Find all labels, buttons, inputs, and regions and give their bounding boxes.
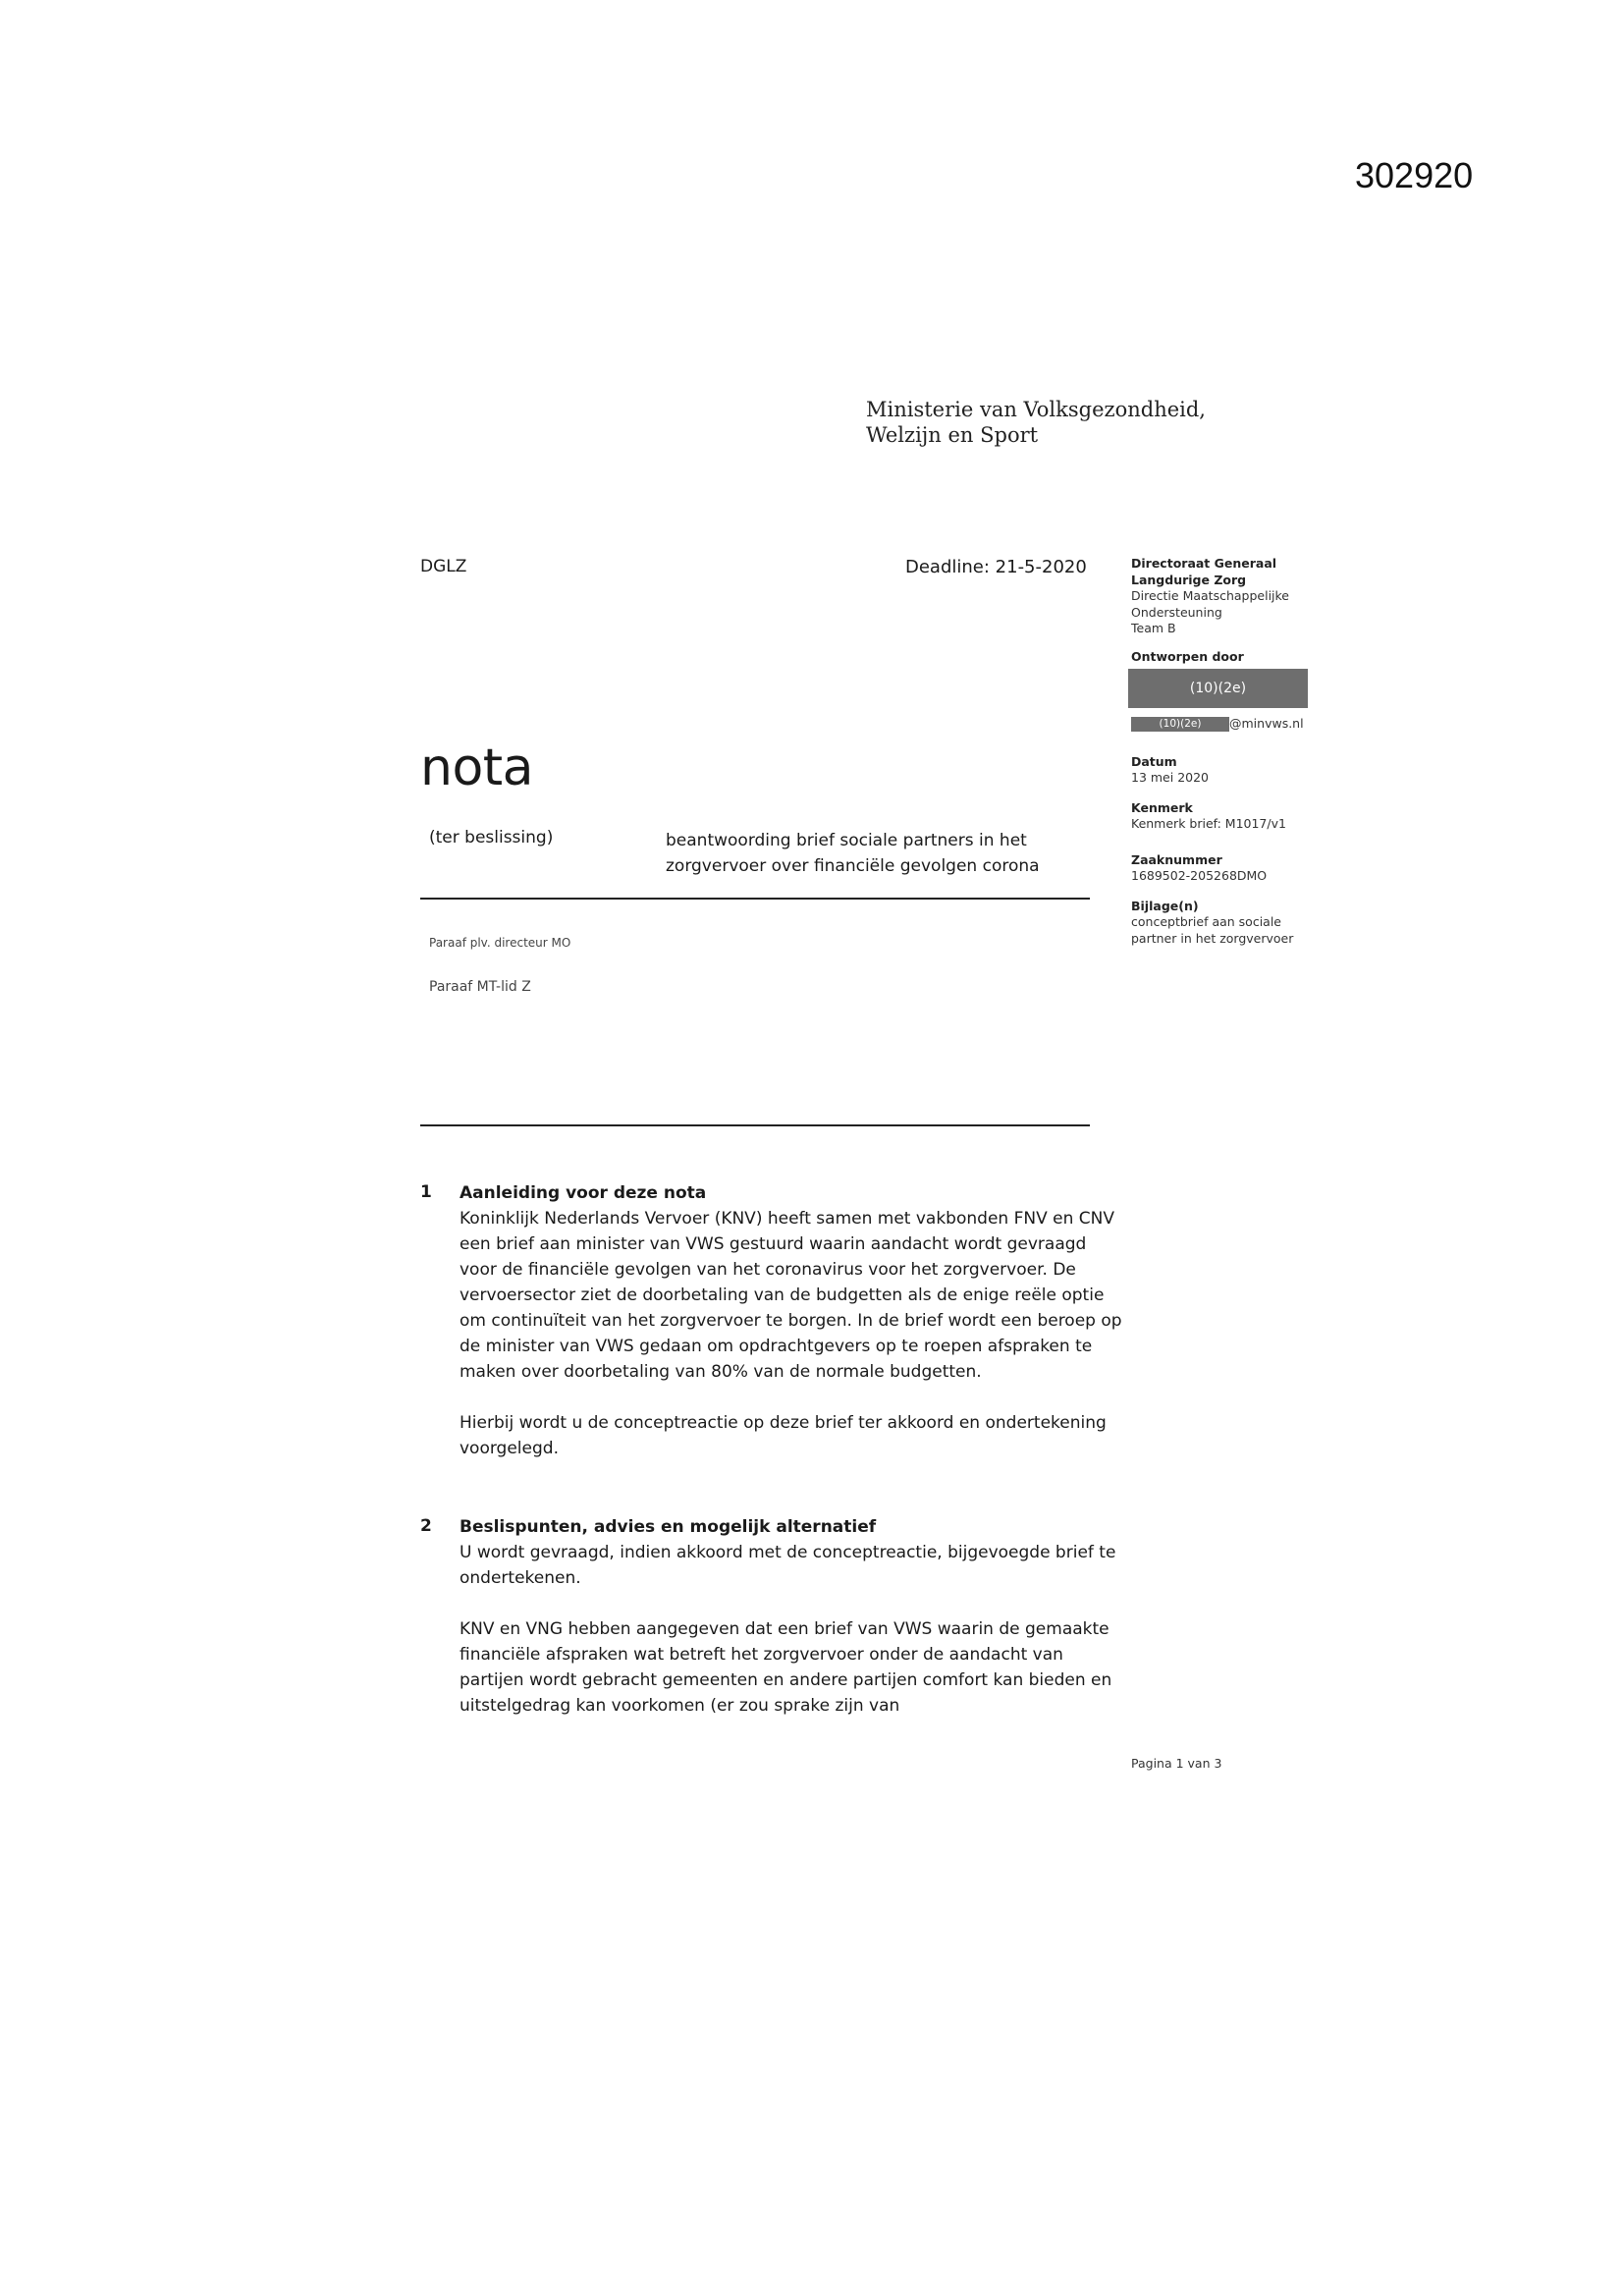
- paraaf-plv-directeur: Paraaf plv. directeur MO: [429, 936, 571, 950]
- org-line: Directoraat Generaal: [1131, 556, 1277, 571]
- subject-line: beantwoording brief sociale partners in het: [666, 831, 1027, 850]
- email-row: [1131, 716, 1327, 733]
- org-line: Directie Maatschappelijke: [1131, 588, 1289, 603]
- section-title: Aanleiding voor deze nota: [460, 1183, 707, 1203]
- page-number: Pagina 1 van 3: [1131, 1756, 1222, 1771]
- sidebar-metadata: [1131, 556, 1327, 960]
- section-paragraph: U wordt gevraagd, indien akkoord met de conceptreactie, bijgevoegde brief te ondertekenen.: [460, 1543, 1116, 1588]
- divider: [420, 1124, 1090, 1126]
- ministry-name-line1: Ministerie van Volksgezondheid,: [866, 398, 1206, 421]
- zaaknummer-label: Zaaknummer: [1131, 851, 1222, 867]
- section-number: 1: [420, 1182, 432, 1202]
- subject-line: zorgvervoer over financiële gevolgen corona: [666, 856, 1040, 876]
- section-paragraph: Koninklijk Nederlands Vervoer (KNV) heeft samen met vakbonden FNV en CNV een brief aan minister van VWS gestuurd waarin aandacht wordt gevraagd voor de financiële gevolgen van het coronavirus voor het zorgvervoer. De vervoersector ziet de doorbetaling van de budgetten als de enige reële optie om continuïteit van het zorgvervoer te borgen. In de brief wordt een beroep op de minister van VWS gedaan om opdrachtgevers op te roepen afspraken te maken over doorbetaling van 80% van de normale budgetten.: [460, 1209, 1122, 1382]
- subject: [666, 828, 1078, 879]
- section-title: Beslispunten, advies en mogelijk alternatief: [460, 1517, 877, 1537]
- section-number: 2: [420, 1516, 432, 1536]
- section-paragraph: KNV en VNG hebben aangegeven dat een brief van VWS waarin de gemaakte financiële afspraken wat betreft het zorgvervoer onder de aandacht van partijen wordt gebracht gemeenten en andere partijen comfort kan bieden en uitstelgedrag kan voorkomen (er zou sprake zijn van: [460, 1619, 1112, 1716]
- kenmerk-label: Kenmerk: [1131, 799, 1193, 815]
- document-type: (ter beslissing): [429, 828, 554, 847]
- divider: [420, 898, 1090, 900]
- redaction-block: (10)(2e): [1128, 669, 1308, 708]
- bijlage-label: Bijlage(n): [1131, 898, 1199, 913]
- department-code: DGLZ: [420, 557, 467, 576]
- section-2: [460, 1514, 1127, 1744]
- date-label: Datum: [1131, 753, 1177, 769]
- bijlage-value: conceptbrief aan sociale: [1131, 914, 1281, 929]
- date-value: 13 mei 2020: [1131, 770, 1210, 785]
- document-number: 302920: [1355, 155, 1474, 195]
- org-line: Ondersteuning: [1131, 604, 1222, 620]
- zaaknummer-value: 1689502-205268DMO: [1131, 868, 1268, 883]
- ministry-name-line2: Welzijn en Sport: [866, 423, 1039, 447]
- paraaf-mt-lid: Paraaf MT-lid Z: [429, 979, 531, 995]
- org-line: Team B: [1131, 621, 1176, 635]
- kenmerk-value: Kenmerk brief: M1017/v1: [1131, 816, 1286, 831]
- page-title: nota: [420, 738, 534, 797]
- org-line: Langdurige Zorg: [1131, 572, 1247, 587]
- email-redaction: (10)(2e): [1131, 717, 1229, 732]
- bijlage-value: partner in het zorgvervoer: [1131, 930, 1294, 946]
- section-1: [460, 1180, 1127, 1487]
- designed-by-label: Ontworpen door: [1131, 648, 1244, 664]
- email-domain: @minvws.nl: [1229, 716, 1304, 731]
- deadline: Deadline: 21-5-2020: [905, 557, 1087, 577]
- section-paragraph: Hierbij wordt u de conceptreactie op deze brief ter akkoord en ondertekening voorgelegd.: [460, 1413, 1107, 1458]
- ministry-logo-text: [866, 397, 1206, 448]
